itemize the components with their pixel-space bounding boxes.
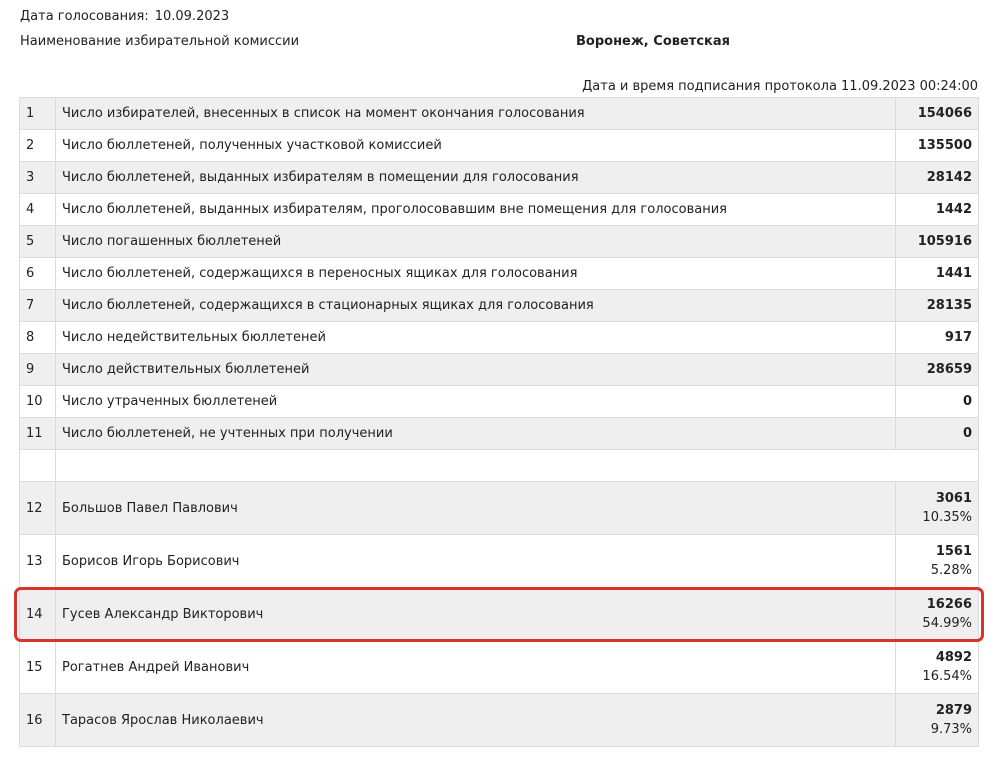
candidate-number: 16 bbox=[20, 694, 56, 747]
table-row bbox=[20, 354, 979, 386]
commission-label: Наименование избирательной комиссии bbox=[20, 34, 300, 49]
candidate-votes: 3061 bbox=[935, 491, 972, 506]
candidate-result bbox=[896, 694, 979, 747]
row-value: 0 bbox=[896, 418, 979, 450]
table-row bbox=[20, 162, 979, 194]
candidate-name: Гусев Александр Викторович bbox=[56, 588, 896, 641]
row-number: 7 bbox=[20, 290, 56, 322]
candidate-percent: 5.28% bbox=[930, 563, 972, 578]
row-value: 105916 bbox=[896, 226, 979, 258]
row-number: 10 bbox=[20, 386, 56, 418]
table-row bbox=[20, 386, 979, 418]
separator-cell bbox=[20, 450, 56, 482]
candidate-name: Большов Павел Павлович bbox=[56, 482, 896, 535]
table-row bbox=[20, 322, 979, 354]
table-row bbox=[20, 130, 979, 162]
row-label: Число действительных бюллетеней bbox=[56, 354, 896, 386]
candidate-row-highlighted bbox=[20, 588, 979, 641]
vote-date-value: 10.09.2023 bbox=[154, 9, 230, 24]
row-label: Число недействительных бюллетеней bbox=[56, 322, 896, 354]
table-row bbox=[20, 98, 979, 130]
candidate-votes: 4892 bbox=[935, 650, 972, 665]
candidate-percent: 54.99% bbox=[922, 616, 972, 631]
row-value: 28135 bbox=[896, 290, 979, 322]
vote-date-label: Дата голосования: bbox=[20, 9, 149, 24]
row-label: Число погашенных бюллетеней bbox=[56, 226, 896, 258]
row-label: Число бюллетеней, содержащихся в переносных ящиках для голосования bbox=[56, 258, 896, 290]
candidate-result bbox=[896, 482, 979, 535]
candidate-number: 15 bbox=[20, 641, 56, 694]
candidate-votes: 1561 bbox=[935, 544, 972, 559]
table-row bbox=[20, 290, 979, 322]
row-value: 917 bbox=[896, 322, 979, 354]
row-value: 135500 bbox=[896, 130, 979, 162]
table-row bbox=[20, 258, 979, 290]
row-number: 4 bbox=[20, 194, 56, 226]
commission-name: Воронеж, Советская bbox=[576, 34, 730, 49]
row-value: 28659 bbox=[896, 354, 979, 386]
candidate-result bbox=[896, 535, 979, 588]
row-label: Число бюллетеней, содержащихся в стационарных ящиках для голосования bbox=[56, 290, 896, 322]
row-label: Число бюллетеней, выданных избирателям, проголосовавшим вне помещения для голосования bbox=[56, 194, 896, 226]
separator-row bbox=[20, 450, 979, 482]
row-number: 6 bbox=[20, 258, 56, 290]
row-value: 1441 bbox=[896, 258, 979, 290]
row-label: Число избирателей, внесенных в список на момент окончания голосования bbox=[56, 98, 896, 130]
row-value: 154066 bbox=[896, 98, 979, 130]
candidate-row bbox=[20, 535, 979, 588]
row-number: 11 bbox=[20, 418, 56, 450]
candidate-row bbox=[20, 694, 979, 747]
candidate-result bbox=[896, 588, 979, 641]
table-row bbox=[20, 418, 979, 450]
candidate-number: 12 bbox=[20, 482, 56, 535]
candidate-name: Рогатнев Андрей Иванович bbox=[56, 641, 896, 694]
candidate-name: Борисов Игорь Борисович bbox=[56, 535, 896, 588]
row-number: 9 bbox=[20, 354, 56, 386]
table-row bbox=[20, 194, 979, 226]
candidate-percent: 10.35% bbox=[922, 510, 972, 525]
row-number: 2 bbox=[20, 130, 56, 162]
row-value: 1442 bbox=[896, 194, 979, 226]
candidate-percent: 9.73% bbox=[930, 722, 972, 737]
candidate-number: 13 bbox=[20, 535, 56, 588]
candidate-name: Тарасов Ярослав Николаевич bbox=[56, 694, 896, 747]
row-number: 3 bbox=[20, 162, 56, 194]
candidate-row bbox=[20, 641, 979, 694]
row-value: 28142 bbox=[896, 162, 979, 194]
candidate-votes: 2879 bbox=[935, 703, 972, 718]
table-row bbox=[20, 226, 979, 258]
candidate-percent: 16.54% bbox=[922, 669, 972, 684]
separator-cell bbox=[56, 450, 979, 482]
row-label: Число бюллетеней, полученных участковой комиссией bbox=[56, 130, 896, 162]
candidate-number: 14 bbox=[20, 588, 56, 641]
row-number: 1 bbox=[20, 98, 56, 130]
row-label: Число утраченных бюллетеней bbox=[56, 386, 896, 418]
row-number: 5 bbox=[20, 226, 56, 258]
protocol-table bbox=[19, 97, 979, 747]
candidate-result bbox=[896, 641, 979, 694]
candidate-votes: 16266 bbox=[926, 597, 972, 612]
row-value: 0 bbox=[896, 386, 979, 418]
row-label: Число бюллетеней, выданных избирателям в помещении для голосования bbox=[56, 162, 896, 194]
candidate-row bbox=[20, 482, 979, 535]
vote-date-line bbox=[20, 9, 229, 24]
row-number: 8 bbox=[20, 322, 56, 354]
row-label: Число бюллетеней, не учтенных при получении bbox=[56, 418, 896, 450]
protocol-signed-datetime: Дата и время подписания протокола 11.09.2023 00:24:00 bbox=[582, 79, 978, 94]
